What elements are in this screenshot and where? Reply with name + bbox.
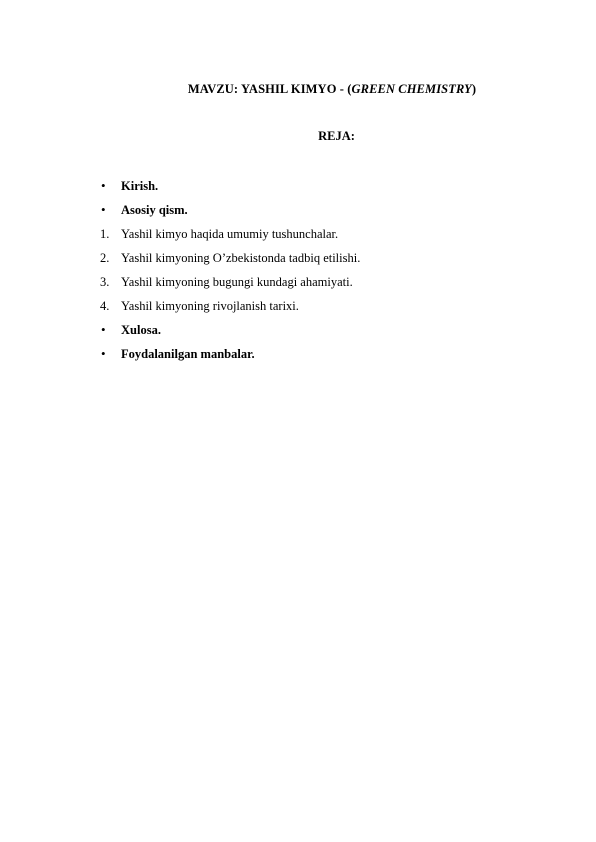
number-marker: 4.: [100, 299, 110, 313]
plan-heading: REJA:: [318, 129, 355, 143]
number-marker: 1.: [100, 227, 110, 241]
document-title: [0, 81, 596, 97]
title-italic: GREEN CHEMISTRY: [351, 82, 472, 96]
plan-item-text: Yashil kimyoning bugungi kundagi ahamiyati.: [121, 275, 353, 289]
plan-item-text: Kirish.: [121, 179, 159, 193]
number-marker: 2.: [100, 251, 110, 265]
plan-item-text: Yashil kimyoning rivojlanish tarixi.: [121, 299, 299, 313]
plan-item-text: Xulosa.: [121, 323, 161, 337]
bullet-marker: •: [101, 178, 106, 193]
bullet-marker: •: [101, 346, 106, 361]
bullet-marker: •: [101, 322, 106, 337]
plan-item-text: Yashil kimyoning O’zbekistonda tadbiq etilishi.: [121, 251, 361, 265]
title-prefix: MAVZU: YASHIL KIMYO - (: [187, 82, 352, 96]
plan-item-text: Asosiy qism.: [121, 203, 188, 217]
title-suffix: ): [471, 82, 477, 96]
plan-item-text: Yashil kimyo haqida umumiy tushunchalar.: [121, 227, 339, 241]
bullet-marker: •: [101, 202, 106, 217]
number-marker: 3.: [100, 275, 110, 289]
plan-item-text: Foydalanilgan manbalar.: [121, 347, 255, 361]
